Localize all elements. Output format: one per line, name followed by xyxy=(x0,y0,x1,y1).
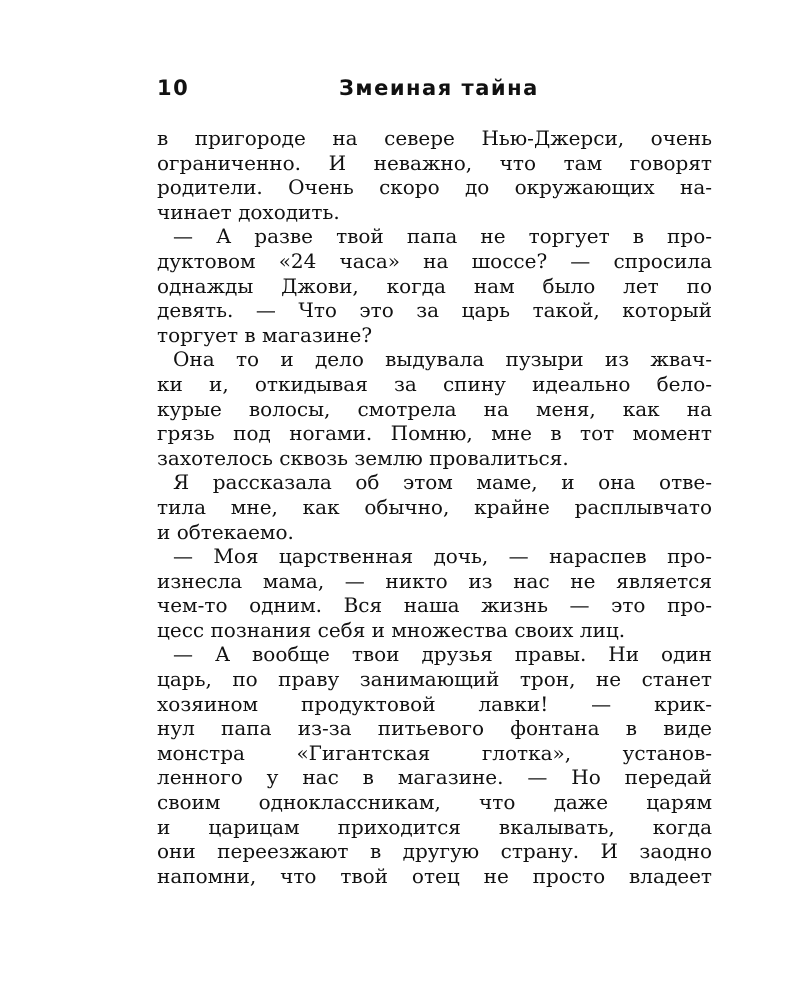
body-text xyxy=(157,126,712,888)
text-line: — А разве твой папа не торгует в про- xyxy=(173,224,712,249)
text-line: царь, по праву занимающий трон, не станет xyxy=(157,667,712,692)
text-line: торгует в магазине? xyxy=(157,322,373,347)
text-line: Она то и дело выдувала пузыри из жвач- xyxy=(173,347,712,372)
running-title: Змеиная тайна xyxy=(339,76,539,100)
text-line: Я рассказала об этом маме, и она отве- xyxy=(173,470,712,495)
text-line: монстра «Гигантская глотка», установ- xyxy=(157,740,712,765)
text-line: грязь под ногами. Помню, мне в тот момент xyxy=(157,421,712,446)
page-number: 10 xyxy=(157,76,190,100)
text-line: девять. — Что это за царь такой, который xyxy=(157,298,712,323)
text-line: — Моя царственная дочь, — нараспев про- xyxy=(173,544,712,569)
text-line: родители. Очень скоро до окружающих на- xyxy=(157,175,712,200)
text-line: своим одноклассникам, что даже царям xyxy=(157,790,712,815)
text-line: и обтекаемо. xyxy=(157,519,294,544)
text-line: цесс познания себя и множества своих лиц. xyxy=(157,617,626,642)
text-line: в пригороде на севере Нью-Джерси, очень xyxy=(157,126,712,150)
page-header xyxy=(157,76,712,110)
text-line: ленного у нас в магазине. — Но передай xyxy=(157,765,712,790)
text-line: дуктовом «24 часа» на шоссе? — спросила xyxy=(157,248,712,273)
text-line: ки и, откидывая за спину идеально бело- xyxy=(157,371,712,396)
text-line: изнесла мама, — никто из нас не является xyxy=(157,568,712,593)
text-line: хозяином продуктовой лавки! — крик- xyxy=(157,691,712,716)
text-line: они переезжают в другую страну. И заодно xyxy=(157,839,712,864)
text-line: захотелось сквозь землю провалиться. xyxy=(157,445,569,470)
text-line: тила мне, как обычно, крайне расплывчато xyxy=(157,494,712,519)
text-line: чем-то одним. Вся наша жизнь — это про- xyxy=(157,593,712,618)
text-line: напомни, что твой отец не просто владеет xyxy=(157,863,712,888)
text-line: и царицам приходится вкалывать, когда xyxy=(157,814,712,839)
text-line: однажды Джови, когда нам было лет по xyxy=(157,273,712,298)
text-line: нул папа из-за питьевого фонтана в виде xyxy=(157,716,712,741)
text-line: ограниченно. И неважно, что там говорят xyxy=(157,150,712,175)
text-line: курые волосы, смотрела на меня, как на xyxy=(157,396,712,421)
text-line: — А вообще твои друзья правы. Ни один xyxy=(173,642,712,667)
text-line: чинает доходить. xyxy=(157,199,340,224)
